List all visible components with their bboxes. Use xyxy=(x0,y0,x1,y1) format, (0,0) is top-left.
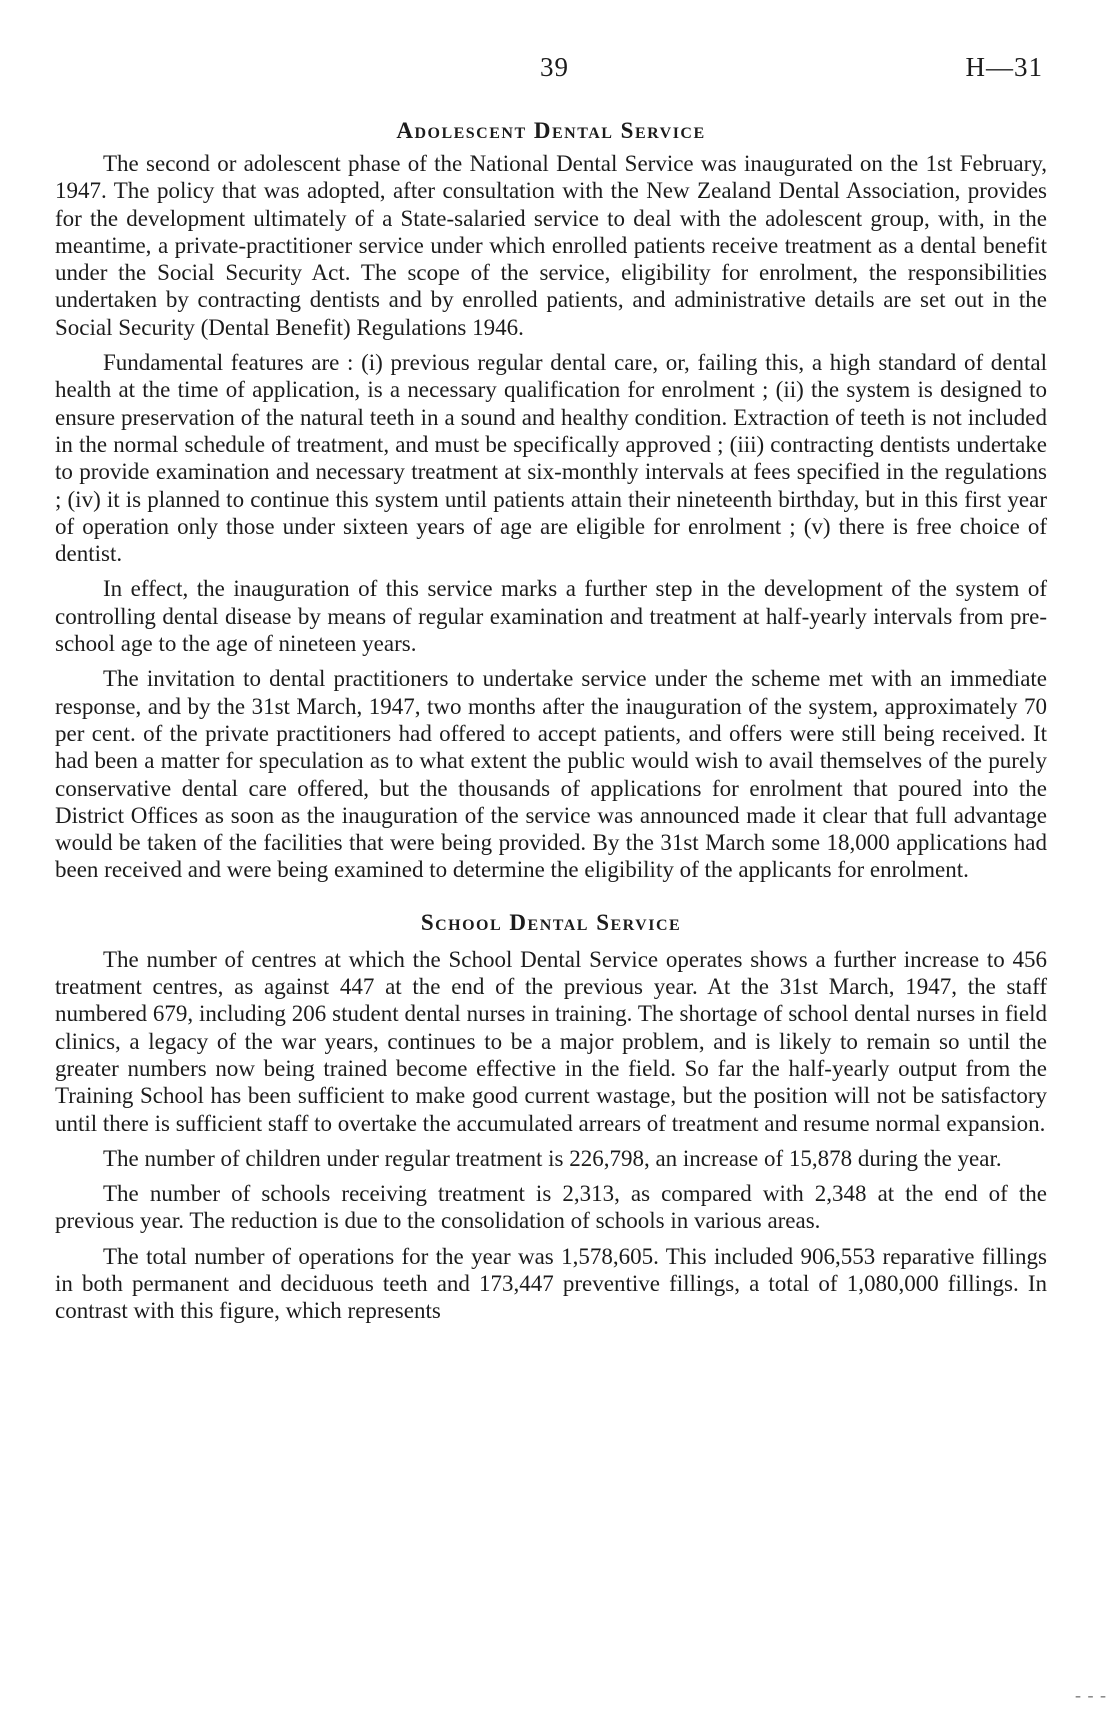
document-reference: H—31 xyxy=(965,52,1043,82)
paragraph: Fundamental features are : (i) previous regular dental care, or, failing this, a high standard of dental health at the time of application, is a necessary qualification for enrolment ; (ii) the system is designed to ensure preservation of the natural teeth in a sound and healthy condition. Extraction of teeth is not included in the normal schedule of treatment, and must be specifically approved ; (iii) contracting dentists undertake to provide examination and necessary treatment at six-monthly intervals at fees specified in the regulations ; (iv) it is planned to continue this system until patients attain their nineteenth birthday, but in this first year of operation only those under sixteen years of age are eligible for enrolment ; (v) there is free choice of dentist. xyxy=(55,350,1047,567)
page-body xyxy=(55,118,1047,1333)
paragraph: The invitation to dental practitioners to undertake service under the scheme met with an immediate response, and by the 31st March, 1947, two months after the inauguration of the system, approximately 70 per cent. of the private practitioners had offered to accept patients, and offers were still being received. It had been a matter for speculation as to what extent the public would wish to avail themselves of the purely conservative dental care offered, but the thousands of applications for enrolment that poured into the District Offices as soon as the inauguration of the service was announced made it clear that full advantage would be taken of the facilities that were being provided. By the 31st March some 18,000 applications had been received and were being examined to determine the eligibility of the applicants for enrolment. xyxy=(55,666,1047,883)
page-header xyxy=(0,52,1114,92)
paragraph: The number of children under regular treatment is 226,798, an increase of 15,878 during the year. xyxy=(103,1145,1002,1171)
paragraph: The number of centres at which the School Dental Service operates shows a further increase to 456 treatment centres, as against 447 at the end of the previous year. At the 31st March, 1947, the staff numbered 679, including 206 student dental nurses in training. The shortage of school dental nurses in field clinics, a legacy of the war years, continues to be a major problem, and is likely to remain so until the greater numbers now being trained become effective in the field. So far the half-yearly output from the Training School has been sufficient to make good current wastage, but the position will not be satisfactory until there is sufficient staff to overtake the accumulated arrears of treatment and resume normal expansion. xyxy=(55,946,1047,1136)
paragraph: In effect, the inauguration of this service marks a further step in the development of the system of controlling dental disease by means of regular examination and treatment at half-yearly intervals from pre-school age to the age of nineteen years. xyxy=(55,576,1047,657)
paragraph: The number of schools receiving treatment is 2,313, as compared with 2,348 at the end of the previous year. The reduction is due to the consolidation of schools in various areas. xyxy=(55,1181,1047,1234)
section-heading: School Dental Service xyxy=(420,909,682,935)
paragraph: The second or adolescent phase of the National Dental Service was inaugurated on the 1st February, 1947. The policy that was adopted, after consultation with the New Zealand Dental Association, provides for the development ultimately of a State-salaried service to deal with the adolescent group, with, in the meantime, a private-practitioner service under which enrolled patients receive treatment as a dental benefit under the Social Security Act. The scope of the service, eligibility for enrolment, the responsibilities undertaken by contracting dentists and by enrolled patients, and administrative details are set out in the Social Security (Dental Benefit) Regulations 1946. xyxy=(55,151,1047,340)
section-heading: Adolescent Dental Service xyxy=(396,118,706,143)
section-school-dental-service xyxy=(55,910,1047,1325)
paragraph: The total number of operations for the year was 1,578,605. This included 906,553 reparative fillings in both permanent and deciduous teeth and 173,447 preventive fillings, a total of 1,080,000 fillings. In contrast with this figure, which represents xyxy=(55,1243,1047,1324)
margin-mark: - - - xyxy=(1075,1685,1107,1705)
page-number: 39 xyxy=(540,52,569,82)
section-adolescent-dental-service xyxy=(55,118,1047,884)
